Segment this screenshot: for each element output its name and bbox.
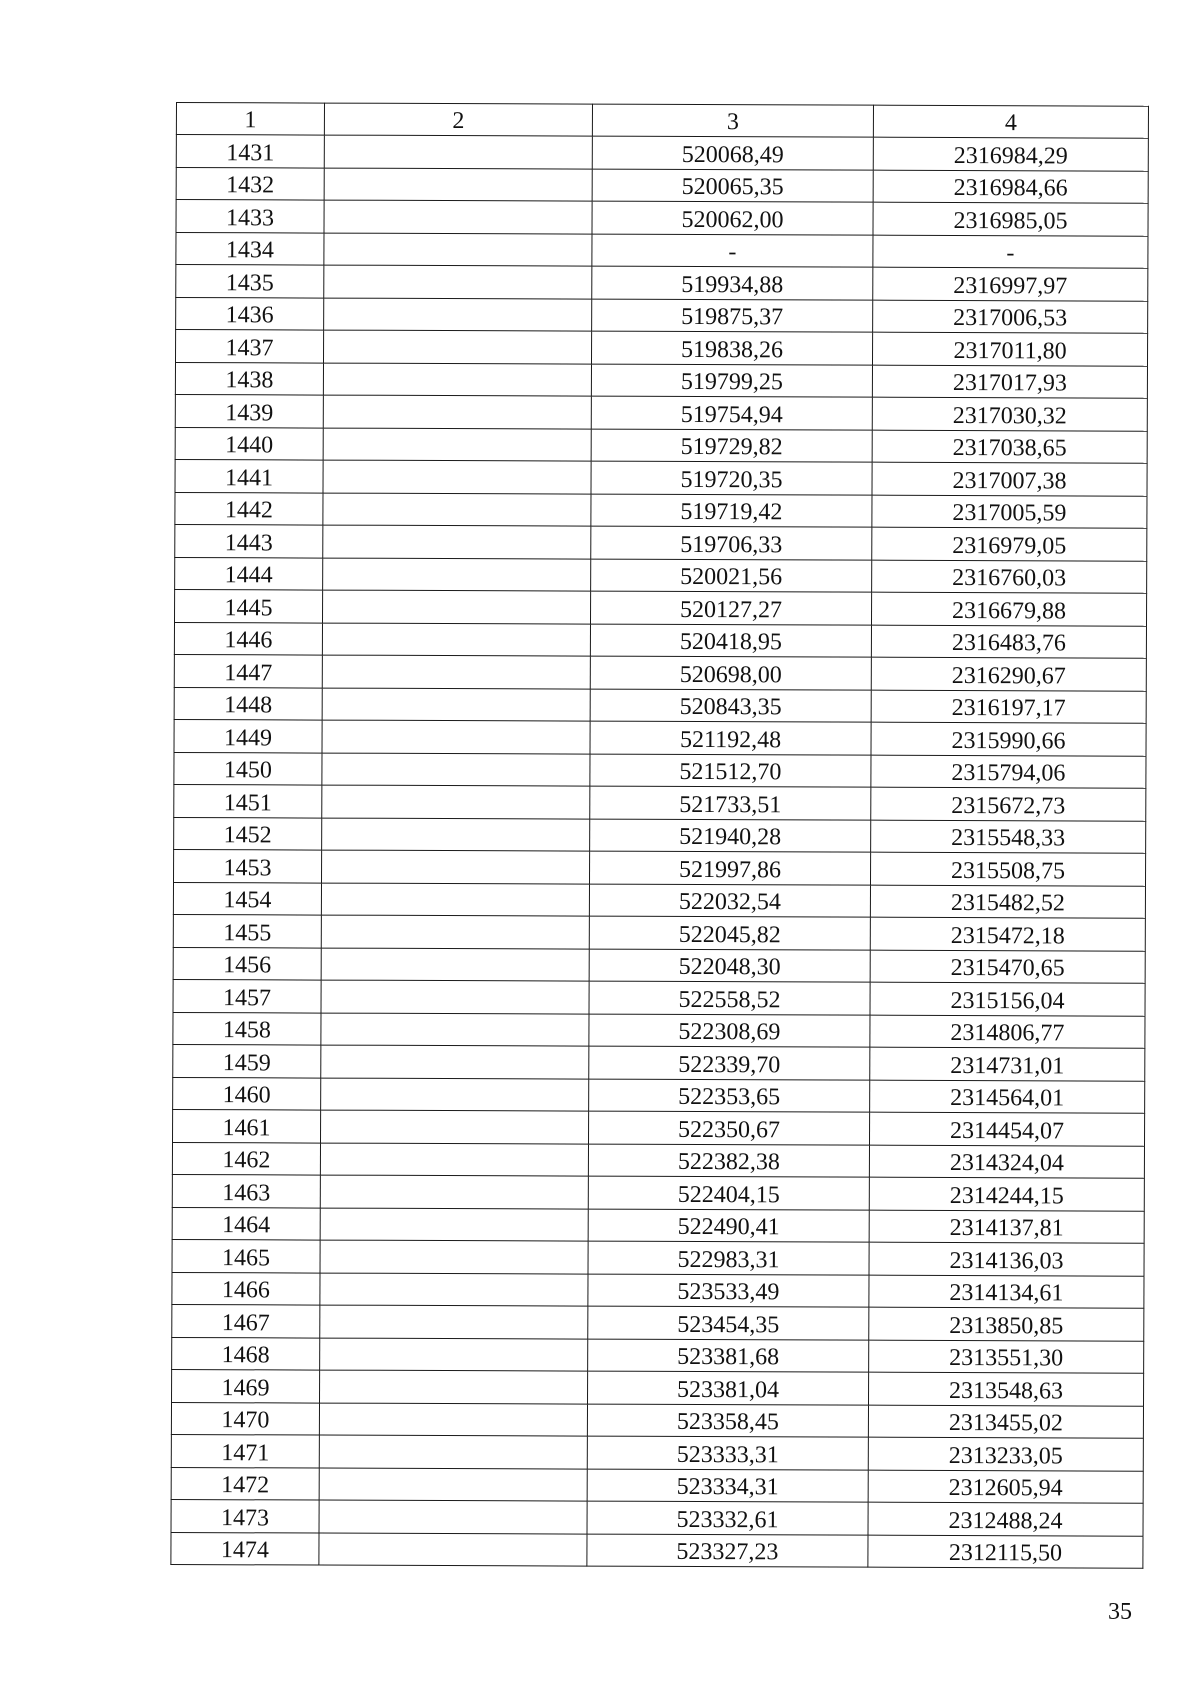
column-header-3: 3 [592,104,873,137]
table-row [175,589,1147,625]
point-number-cell: 1434 [176,232,324,265]
point-number-cell: 1461 [173,1109,321,1142]
table-row [171,1402,1143,1438]
y-coordinate-cell: 2313551,30 [869,1340,1144,1374]
point-number-cell: 1448 [174,687,322,720]
x-coordinate-cell: 523533,49 [588,1274,869,1308]
coordinates-table [170,102,1149,1569]
x-coordinate-cell: 522404,15 [588,1176,869,1210]
point-number-cell: 1436 [176,297,324,330]
point-number-cell: 1435 [176,265,324,298]
description-cell [322,688,590,722]
table-row [174,687,1146,723]
x-coordinate-cell: 520065,35 [592,169,873,203]
x-coordinate-cell: 522045,82 [589,916,870,950]
y-coordinate-cell: 2315472,18 [870,917,1145,951]
x-coordinate-cell: 522350,67 [589,1111,870,1145]
y-coordinate-cell: 2315672,73 [871,787,1146,821]
description-cell [319,1500,587,1534]
table-row [175,459,1147,495]
point-number-cell: 1465 [172,1239,320,1272]
description-cell [323,590,591,624]
description-cell [321,883,589,917]
y-coordinate-cell: 2315508,75 [870,852,1145,886]
x-coordinate-cell: - [592,234,873,268]
table-row [174,719,1146,755]
point-number-cell: 1446 [174,622,322,655]
table-row [176,167,1148,203]
point-number-cell: 1452 [174,817,322,850]
x-coordinate-cell: 522490,41 [588,1209,869,1243]
table-row [176,330,1148,366]
table-row [173,1109,1145,1145]
x-coordinate-cell: 520127,27 [591,591,872,625]
y-coordinate-cell: 2313455,02 [868,1405,1143,1439]
description-cell [320,1273,588,1307]
point-number-cell: 1437 [176,330,324,363]
y-coordinate-cell: 2315990,66 [871,722,1146,756]
x-coordinate-cell: 519799,25 [591,364,872,398]
point-number-cell: 1441 [175,459,323,492]
table-row [176,265,1148,301]
y-coordinate-cell: 2316290,67 [871,657,1146,691]
y-coordinate-cell: 2316483,76 [871,625,1146,659]
x-coordinate-cell: 521940,28 [590,819,871,853]
table-row [173,882,1145,918]
x-coordinate-cell: 523334,31 [587,1469,868,1503]
y-coordinate-cell: 2312605,94 [868,1470,1143,1504]
point-number-cell: 1440 [175,427,323,460]
y-coordinate-cell: 2317030,32 [872,397,1147,431]
description-cell [324,135,592,169]
table-row [173,947,1145,983]
table-row [171,1434,1143,1470]
y-coordinate-cell: 2315482,52 [870,885,1145,919]
point-number-cell: 1471 [171,1434,319,1467]
point-number-cell: 1444 [175,557,323,590]
y-coordinate-cell: 2317038,65 [872,430,1147,464]
table-row [175,394,1147,430]
description-cell [324,233,592,267]
x-coordinate-cell: 519706,33 [591,526,872,560]
column-header-4: 4 [873,105,1148,138]
table-row [175,362,1147,398]
y-coordinate-cell: 2317011,80 [872,332,1147,366]
y-coordinate-cell: 2317007,38 [872,462,1147,496]
description-cell [323,460,591,494]
x-coordinate-cell: 523327,23 [587,1534,868,1568]
point-number-cell: 1454 [173,882,321,915]
description-cell [321,1110,589,1144]
table-row [175,524,1147,560]
description-cell [319,1468,587,1502]
point-number-cell: 1451 [174,784,322,817]
y-coordinate-cell: 2316679,88 [871,592,1146,626]
description-cell [320,1305,588,1339]
description-cell [320,1208,588,1242]
y-coordinate-cell: 2313233,05 [868,1437,1143,1471]
y-coordinate-cell: 2313548,63 [869,1372,1144,1406]
x-coordinate-cell: 520062,00 [592,201,873,235]
description-cell [322,655,590,689]
y-coordinate-cell: 2314324,04 [869,1145,1144,1179]
x-coordinate-cell: 522308,69 [589,1014,870,1048]
table-row [171,1467,1143,1503]
x-coordinate-cell: 523332,61 [587,1501,868,1535]
point-number-cell: 1432 [176,167,324,200]
y-coordinate-cell: 2316984,66 [873,170,1148,204]
description-cell [323,395,591,429]
point-number-cell: 1474 [171,1532,319,1565]
x-coordinate-cell: 520021,56 [591,559,872,593]
point-number-cell: 1443 [175,524,323,557]
description-cell [320,1143,588,1177]
column-header-2: 2 [324,103,592,136]
point-number-cell: 1449 [174,719,322,752]
y-coordinate-cell: 2316979,05 [872,527,1147,561]
point-number-cell: 1447 [174,654,322,687]
point-number-cell: 1473 [171,1499,319,1532]
point-number-cell: 1453 [174,849,322,882]
description-cell [323,363,591,397]
y-coordinate-cell: 2315156,04 [870,982,1145,1016]
description-cell [321,915,589,949]
description-cell [319,1435,587,1469]
point-number-cell: 1445 [175,589,323,622]
x-coordinate-cell: 523358,45 [587,1404,868,1438]
point-number-cell: 1439 [175,394,323,427]
point-number-cell: 1442 [175,492,323,525]
x-coordinate-cell: 521997,86 [590,851,871,885]
table-row [174,654,1146,690]
point-number-cell: 1450 [174,752,322,785]
x-coordinate-cell: 523381,04 [588,1371,869,1405]
y-coordinate-cell: 2316985,05 [873,202,1148,236]
x-coordinate-cell: 522339,70 [589,1046,870,1080]
x-coordinate-cell: 520698,00 [590,656,871,690]
point-number-cell: 1433 [176,200,324,233]
x-coordinate-cell: 520843,35 [590,689,871,723]
x-coordinate-cell: 522048,30 [589,949,870,983]
x-coordinate-cell: 519875,37 [592,299,873,333]
x-coordinate-cell: 521512,70 [590,754,871,788]
x-coordinate-cell: 523333,31 [587,1436,868,1470]
table-row [172,1337,1144,1373]
x-coordinate-cell: 520068,49 [592,136,873,170]
point-number-cell: 1457 [173,979,321,1012]
x-coordinate-cell: 522032,54 [589,884,870,918]
table-body [171,135,1148,1569]
table-row [171,1499,1143,1535]
table-row [171,1532,1143,1568]
description-cell [320,1370,588,1404]
table-row [172,1304,1144,1340]
x-coordinate-cell: 519934,88 [592,266,873,300]
y-coordinate-cell: 2314136,03 [869,1242,1144,1276]
point-number-cell: 1458 [173,1012,321,1045]
table-row [172,1207,1144,1243]
page-number: 35 [1108,1599,1132,1625]
point-number-cell: 1466 [172,1272,320,1305]
point-number-cell: 1438 [175,362,323,395]
table-row [174,622,1146,658]
description-cell [324,330,592,364]
description-cell [323,558,591,592]
x-coordinate-cell: 519754,94 [591,396,872,430]
description-cell [321,948,589,982]
description-cell [322,753,590,787]
table-row [173,1044,1145,1080]
description-cell [324,265,592,299]
table-header-row [176,103,1148,139]
y-coordinate-cell: 2314244,15 [869,1177,1144,1211]
table-row [175,427,1147,463]
y-coordinate-cell: 2314454,07 [870,1112,1145,1146]
x-coordinate-cell: 519838,26 [591,331,872,365]
y-coordinate-cell: 2317017,93 [872,365,1147,399]
y-coordinate-cell: 2316984,29 [873,137,1148,171]
x-coordinate-cell: 522558,52 [589,981,870,1015]
x-coordinate-cell: 519729,82 [591,429,872,463]
description-cell [322,818,590,852]
x-coordinate-cell: 523454,35 [588,1306,869,1340]
table-row [175,492,1147,528]
description-cell [321,980,589,1014]
description-cell [324,200,592,234]
table-row [173,1012,1145,1048]
description-cell [323,525,591,559]
description-cell [320,1240,588,1274]
table-row [172,1239,1144,1275]
point-number-cell: 1460 [173,1077,321,1110]
x-coordinate-cell: 521733,51 [590,786,871,820]
table-row [173,979,1145,1015]
table-row [173,1077,1145,1113]
description-cell [322,623,590,657]
point-number-cell: 1468 [172,1337,320,1370]
table-row [176,297,1148,333]
table-row [176,232,1148,268]
x-coordinate-cell: 519719,42 [591,494,872,528]
x-coordinate-cell: 523381,68 [588,1339,869,1373]
y-coordinate-cell: 2312488,24 [868,1502,1143,1536]
y-coordinate-cell: 2316997,97 [873,267,1148,301]
description-cell [319,1533,587,1567]
table-row [173,914,1145,950]
y-coordinate-cell: 2315794,06 [871,755,1146,789]
description-cell [319,1403,587,1437]
point-number-cell: 1431 [176,135,324,168]
description-cell [320,1338,588,1372]
table-row [172,1174,1144,1210]
point-number-cell: 1463 [172,1174,320,1207]
table-row [175,557,1147,593]
y-coordinate-cell: - [873,235,1148,269]
description-cell [324,168,592,202]
point-number-cell: 1462 [172,1142,320,1175]
y-coordinate-cell: 2315548,33 [871,820,1146,854]
description-cell [323,493,591,527]
y-coordinate-cell: 2314137,81 [869,1210,1144,1244]
description-cell [324,298,592,332]
point-number-cell: 1472 [171,1467,319,1500]
x-coordinate-cell: 521192,48 [590,721,871,755]
point-number-cell: 1467 [172,1304,320,1337]
y-coordinate-cell: 2316197,17 [871,690,1146,724]
point-number-cell: 1470 [171,1402,319,1435]
y-coordinate-cell: 2314564,01 [870,1080,1145,1114]
point-number-cell: 1469 [172,1369,320,1402]
table-row [176,200,1148,236]
x-coordinate-cell: 522983,31 [588,1241,869,1275]
column-header-1: 1 [176,103,324,136]
description-cell [322,785,590,819]
y-coordinate-cell: 2313850,85 [869,1307,1144,1341]
table-row [172,1272,1144,1308]
y-coordinate-cell: 2315470,65 [870,950,1145,984]
x-coordinate-cell: 519720,35 [591,461,872,495]
description-cell [320,1175,588,1209]
description-cell [322,720,590,754]
y-coordinate-cell: 2314731,01 [870,1047,1145,1081]
y-coordinate-cell: 2316760,03 [872,560,1147,594]
y-coordinate-cell: 2317006,53 [873,300,1148,334]
y-coordinate-cell: 2312115,50 [868,1535,1143,1569]
point-number-cell: 1459 [173,1044,321,1077]
x-coordinate-cell: 522382,38 [588,1144,869,1178]
y-coordinate-cell: 2317005,59 [872,495,1147,529]
description-cell [321,1078,589,1112]
table-row [176,135,1148,171]
description-cell [321,1045,589,1079]
y-coordinate-cell: 2314134,61 [869,1275,1144,1309]
x-coordinate-cell: 522353,65 [589,1079,870,1113]
description-cell [322,850,590,884]
point-number-cell: 1456 [173,947,321,980]
point-number-cell: 1464 [172,1207,320,1240]
description-cell [321,1013,589,1047]
y-coordinate-cell: 2314806,77 [870,1015,1145,1049]
table-row [174,849,1146,885]
table-row [172,1142,1144,1178]
table-row [174,817,1146,853]
table-row [174,752,1146,788]
table-row [172,1369,1144,1405]
point-number-cell: 1455 [173,914,321,947]
description-cell [323,428,591,462]
table-row [174,784,1146,820]
x-coordinate-cell: 520418,95 [590,624,871,658]
